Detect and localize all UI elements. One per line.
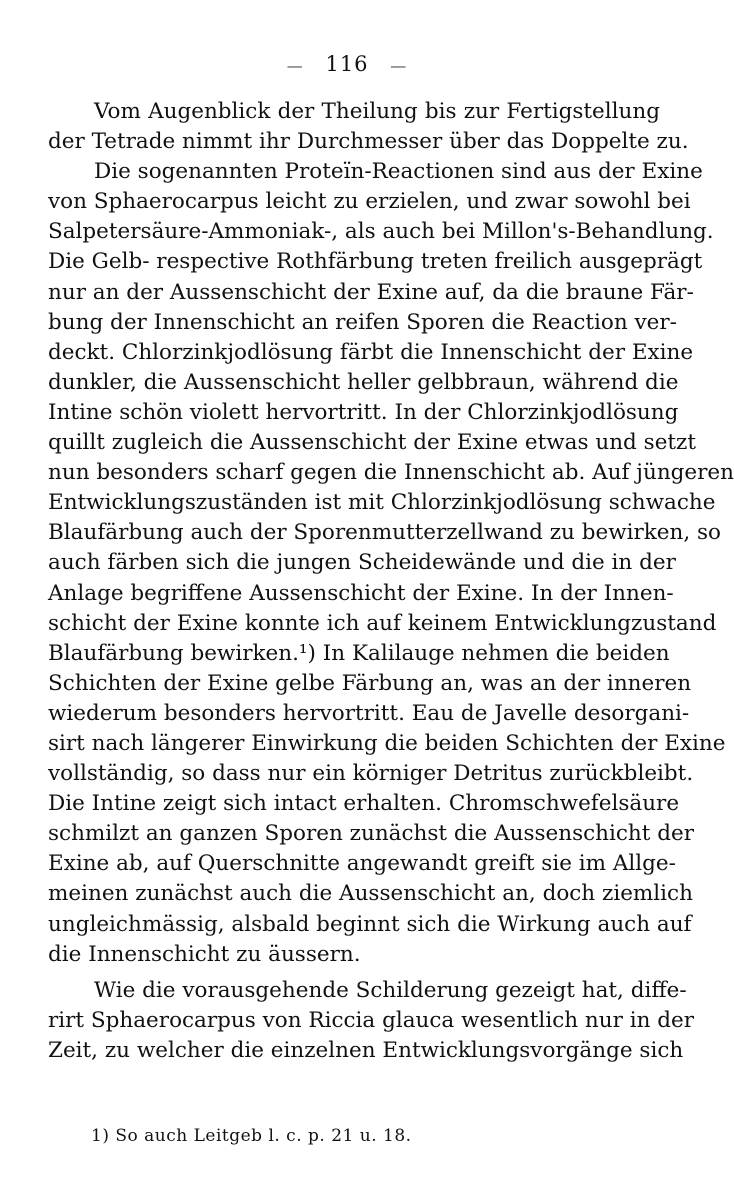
text-line: Zeit, zu welcher die einzelnen Entwicklungsvorgänge sich (48, 1037, 684, 1063)
text-line: Intine schön violett hervortritt. In der Chlorzinkjodlösung (48, 399, 679, 425)
text-line: schicht der Exine konnte ich auf keinem Entwicklungzustand (48, 610, 717, 636)
text-line: Die Intine zeigt sich intact erhalten. Chromschwefelsäure (48, 791, 680, 817)
page-header (0, 52, 694, 76)
paragraph-1 (48, 97, 689, 157)
text-line: von Sphaerocarpus leicht zu erzielen, und zwar sowohl bei (48, 189, 691, 215)
text-line: vollständig, so dass nur ein körniger Detritus zurückbleibt. (48, 761, 694, 787)
body-text (48, 97, 734, 1066)
paragraph-2 (48, 157, 734, 970)
text-line: wiederum besonders hervortritt. Eau de Javelle desorgani- (48, 700, 690, 726)
text-line: Schichten der Exine gelbe Färbung an, was an der inneren (48, 670, 692, 696)
text-line: nur an der Aussenschicht der Exine auf, da die braune Fär- (48, 279, 694, 305)
footnote: 1) So auch Leitgeb l. c. p. 21 u. 18. (91, 1126, 412, 1146)
text-line: quillt zugleich die Aussenschicht der Exine etwas und setzt (48, 430, 697, 456)
header-dash-right: — (390, 56, 408, 75)
text-line: Blaufärbung bewirken.¹) In Kalilauge nehmen die beiden (48, 640, 670, 666)
text-line: Anlage begriffene Aussenschicht der Exine. In der Innen- (48, 580, 674, 606)
text-line: rirt Sphaerocarpus von Riccia glauca wesentlich nur in der (48, 1007, 695, 1033)
text-line: Die sogenannten Proteïn-Reactionen sind aus der Exine (94, 159, 703, 185)
text-line: Salpetersäure-Ammoniak-, als auch bei Millon's-Behandlung. (48, 219, 714, 245)
text-line: meinen zunächst auch die Aussenschicht an, doch ziemlich (48, 881, 693, 907)
paragraph-3 (48, 976, 695, 1066)
text-line: ungleichmässig, alsbald beginnt sich die Wirkung auch auf (48, 911, 692, 937)
text-line: die Innenschicht zu äussern. (48, 941, 361, 967)
text-line: auch färben sich die jungen Scheidewände und die in der (48, 550, 676, 576)
text-line: Exine ab, auf Querschnitte angewandt greift sie im Allge- (48, 851, 676, 877)
text-line: deckt. Chlorzinkjodlösung färbt die Innenschicht der Exine (48, 339, 694, 365)
text-line: der Tetrade nimmt ihr Durchmesser über das Doppelte zu. (48, 129, 689, 155)
text-line: nun besonders scharf gegen die Innenschicht ab. Auf jüngeren (48, 460, 734, 486)
text-line: Die Gelb- respective Rothfärbung treten freilich ausgeprägt (48, 249, 703, 275)
page-number: 116 (325, 52, 369, 76)
text-line: Vom Augenblick der Theilung bis zur Fertigstellung (94, 99, 660, 124)
text-line: Entwicklungszuständen ist mit Chlorzinkjodlösung schwache (48, 490, 716, 516)
text-line: dunkler, die Aussenschicht heller gelbbraun, während die (48, 369, 679, 395)
text-line: sirt nach längerer Einwirkung die beiden Schichten der Exine (48, 730, 726, 756)
text-line: schmilzt an ganzen Sporen zunächst die Aussenschicht der (48, 821, 695, 847)
text-line: Blaufärbung auch der Sporenmutterzellwand zu bewirken, so (48, 520, 721, 546)
header-dash-left: — (286, 56, 304, 75)
text-line: bung der Innenschicht an reifen Sporen die Reaction ver- (48, 309, 677, 335)
text-line: Wie die vorausgehende Schilderung gezeigt hat, diffe- (94, 977, 687, 1003)
